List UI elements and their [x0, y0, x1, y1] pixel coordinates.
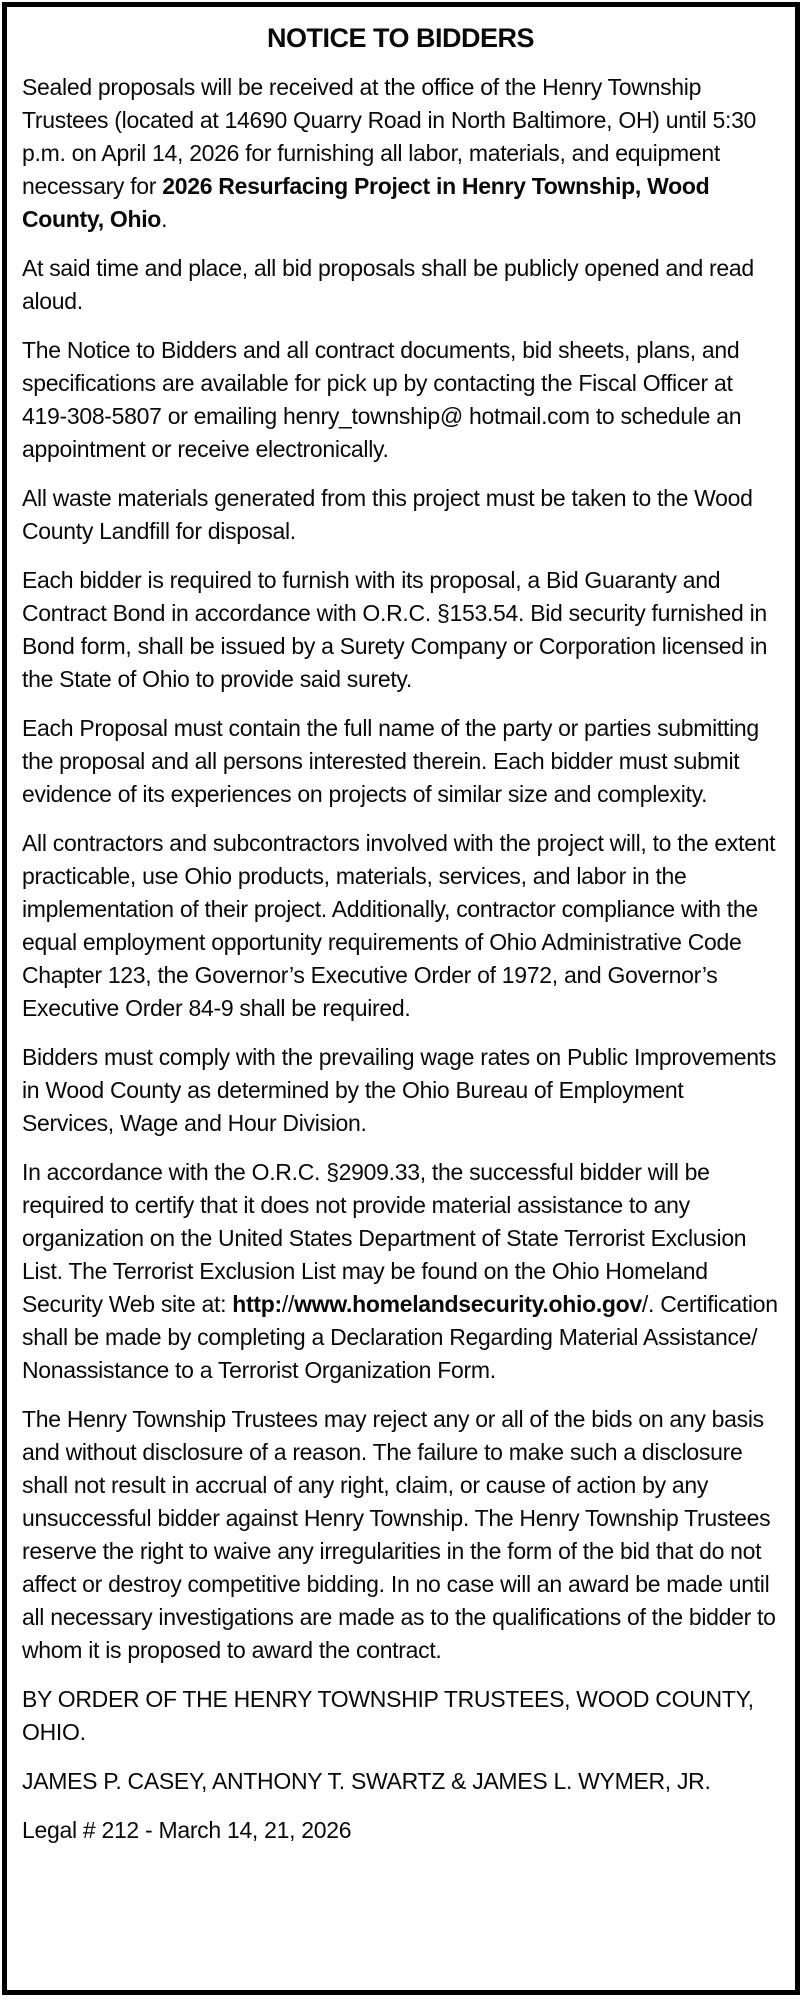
body-text: Each Proposal must contain the full name of the party or parties submitting the proposal and all persons interested therein. Each bidder must submit evidence of its experiences on projects of similar size and complexity.: [22, 715, 759, 807]
notice-to-bidders-ad: [2, 2, 800, 1995]
notice-paragraph: [22, 564, 779, 696]
body-text: All waste materials generated from this project must be taken to the Wood County Landfill for disposal.: [22, 485, 753, 544]
notice-paragraph: [22, 1403, 779, 1667]
notice-title: NOTICE TO BIDDERS: [266, 23, 535, 53]
notice-paragraph: [22, 1156, 779, 1387]
body-text: JAMES P. CASEY, ANTHONY T. SWARTZ & JAMES L. WYMER, JR.: [22, 1768, 711, 1794]
notice-paragraph: [22, 482, 779, 548]
notice-body: [22, 71, 779, 1847]
body-text: .: [161, 206, 168, 232]
notice-paragraph: [22, 334, 779, 466]
notice-paragraph: [22, 1814, 779, 1847]
body-text: Sealed proposals will be received at the office of the Henry Township Trustees (located at 14690 Quarry Road in North Baltimore, OH) until 5:30 p.m. on April 14, 2026 for furnishing all labor, materials, and equipment necessary for: [22, 74, 757, 199]
notice-paragraph: [22, 827, 779, 1025]
body-text: Legal # 212 - March 14, 21, 2026: [22, 1817, 352, 1843]
bold-text: 2026 Resurfacing Project in Henry Township, Wood County, Ohio: [22, 173, 710, 232]
notice-paragraph: [22, 71, 779, 236]
notice-paragraph: [22, 1041, 779, 1140]
notice-paragraph: [22, 1765, 779, 1798]
body-text: All contractors and subcontractors involved with the project will, to the extent practicable, use Ohio products, materials, services, and labor in the implementation of their project. Additionally, contractor compliance with the equal employment opportunity requirements of Ohio Administrative Code Chapter 123, the Governor’s Executive Order of 1972, and Governor’s Executive Order 84-9 shall be required.: [22, 830, 776, 1021]
body-text: In accordance with the O.R.C. §2909.33, the successful bidder will be required to certify that it does not provide material assistance to any organization on the United States Department of State Terrorist Exclusion List. The Terrorist Exclusion List may be found on the Ohio Homeland Security Web site at:: [22, 1159, 747, 1317]
body-text: The Henry Township Trustees may reject any or all of the bids on any basis and without disclosure of a reason. The failure to make such a disclosure shall not result in accrual of any right, claim, or cause of action by any unsuccessful bidder against Henry Township. The Henry Township Trustees reserve the right to waive any irregularities in the form of the bid that do not affect or destroy competitive bidding. In no case will an award be made until all necessary investigations are made as to the qualifications of the bidder to whom it is proposed to award the contract.: [22, 1406, 776, 1663]
body-text: Bidders must comply with the prevailing wage rates on Public Improvements in Wood County as determined by the Ohio Bureau of Employment Services, Wage and Hour Division.: [22, 1044, 777, 1136]
body-text: At said time and place, all bid proposals shall be publicly opened and read aloud.: [22, 255, 754, 314]
body-text: The Notice to Bidders and all contract documents, bid sheets, plans, and specifications are available for pick up by contacting the Fiscal Officer at 419-308-5807 or emailing henry_township@ hotmail.com to schedule an appointment or receive electronically.: [22, 337, 742, 462]
body-text: //: [281, 1291, 295, 1317]
notice-paragraph: [22, 712, 779, 811]
notice-paragraph: [22, 252, 779, 318]
body-text: /. Certification shall be made by completing a Declaration Regarding Material Assistance/ Nonassistance to a Terrorist Organization Form.: [22, 1291, 778, 1383]
bold-text: http:: [232, 1291, 282, 1317]
notice-paragraph: [22, 1683, 779, 1749]
body-text: Each bidder is required to furnish with its proposal, a Bid Guaranty and Contract Bond in accordance with O.R.C. §153.54. Bid security furnished in Bond form, shall be issued by a Surety Company or Corporation licensed in the State of Ohio to provide said surety.: [22, 567, 768, 692]
bold-text: www.homelandsecurity.ohio.gov: [294, 1291, 642, 1317]
body-text: BY ORDER OF THE HENRY TOWNSHIP TRUSTEES, WOOD COUNTY, OHIO.: [22, 1686, 754, 1745]
